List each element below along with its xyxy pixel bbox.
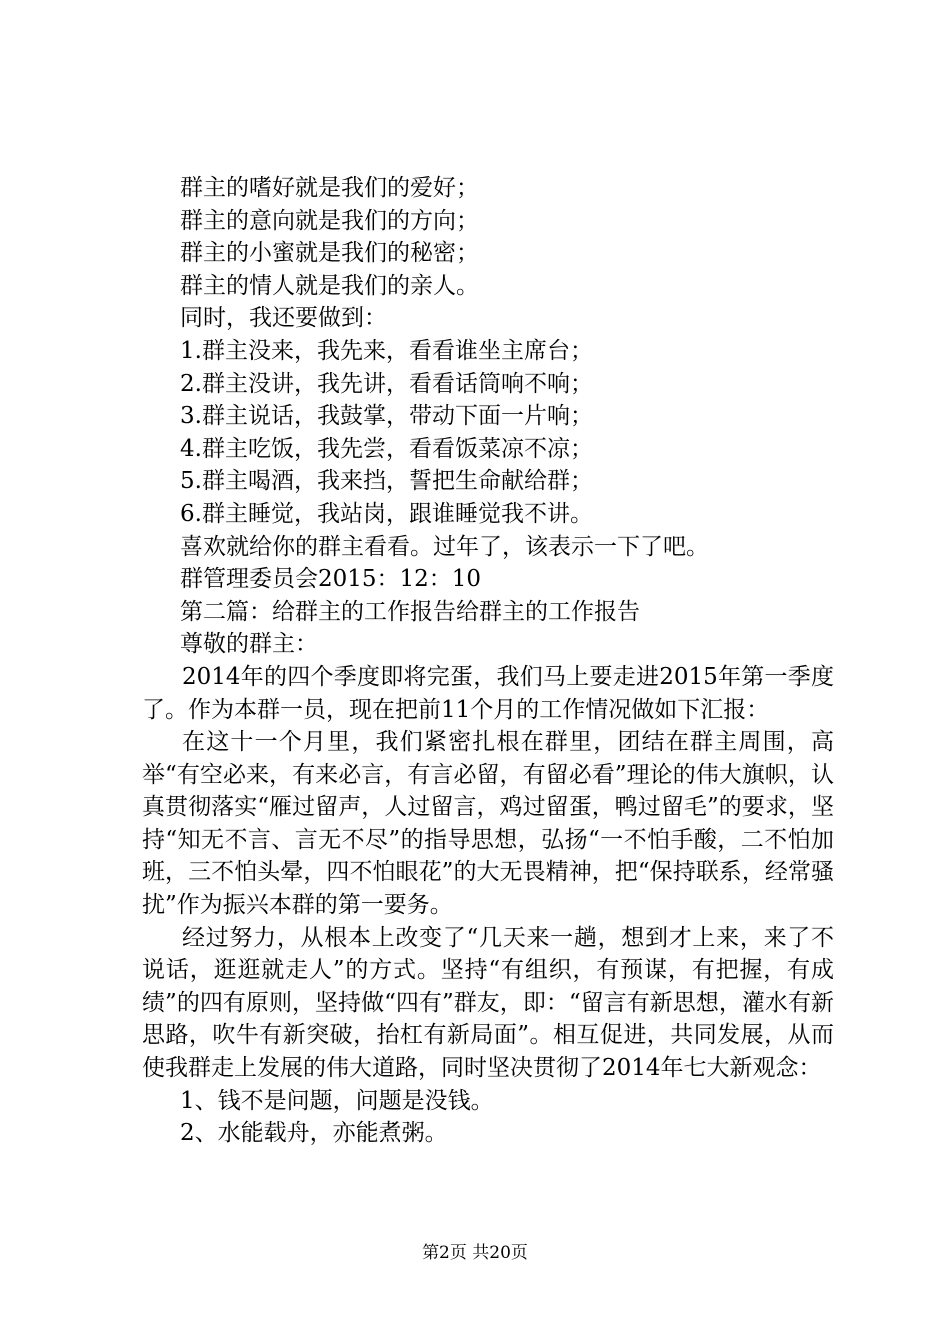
list-item: 3.群主说话，我鼓掌，带动下面一片响； xyxy=(180,403,593,430)
paragraph-intro: 2014年的四个季度即将完蛋，我们马上要走进2015年第一季度了。作为本群一员，现在把前11个月的工作情况做如下汇报： xyxy=(142,663,834,723)
list-item: 6.群主睡觉，我站岗，跟谁睡觉我不讲。 xyxy=(180,500,593,527)
list-item: 1、钱不是问题，问题是没钱。 xyxy=(180,1087,494,1114)
paragraph-work: 在这十一个月里，我们紧密扎根在群里，团结在群主周围，高举“有空必来，有来必言，有言必留，有留必看”理论的伟大旗帜，认真贯彻落实“雁过留声，人过留言，鸡过留蛋，鸭过留毛”的要求，坚持“知无不言、言无不尽”的指导思想，弘扬“一不怕手酸，二不怕加班，三不怕头晕，四不怕眼花”的大无畏精神，把“保持联系，经常骚扰”作为振兴本群的第一要务。 xyxy=(142,729,834,919)
text-line: 群主的意向就是我们的方向； xyxy=(180,207,479,234)
list-item: 5.群主喝酒，我来挡，誓把生命献给群； xyxy=(180,468,593,495)
salutation: 尊敬的群主： xyxy=(180,631,318,658)
list-item: 4.群主吃饭，我先尝，看看饭菜凉不凉； xyxy=(180,435,593,462)
text-line: 群主的嗜好就是我们的爱好； xyxy=(180,175,479,201)
list-item: 1.群主没来，我先来，看看谁坐主席台； xyxy=(180,337,593,364)
list-item: 2.群主没讲，我先讲，看看话筒响不响； xyxy=(180,370,593,397)
page-number-footer: 第2页 共20页 xyxy=(422,1243,528,1263)
paragraph-effort: 经过努力，从根本上改变了“几天来一趟，想到才上来，来了不说话，逛逛就走人”的方式。坚持“有组织，有预谋，有把握，有成绩”的四有原则，坚持做“四有”群友，即：“留言有新思想，灌水有新思路，吹牛有新突破，抬杠有新局面”。相互促进，共同发展，从而使我群走上发展的伟大道路，同时坚决贯彻了2014年七大新观念： xyxy=(142,924,834,1082)
list-item: 2、水能载舟，亦能煮粥。 xyxy=(180,1120,448,1147)
text-line: 喜欢就给你的群主看看。过年了，该表示一下了吧。 xyxy=(180,533,709,560)
section-title: 第二篇：给群主的工作报告给群主的工作报告 xyxy=(180,598,640,625)
text-line: 群主的小蜜就是我们的秘密； xyxy=(180,240,479,267)
text-line: 群主的情人就是我们的亲人。 xyxy=(180,272,479,299)
text-line: 同时，我还要做到： xyxy=(180,305,387,332)
document-body xyxy=(142,172,834,1150)
signature-line: 群管理委员会2015：12：10 xyxy=(180,566,482,593)
